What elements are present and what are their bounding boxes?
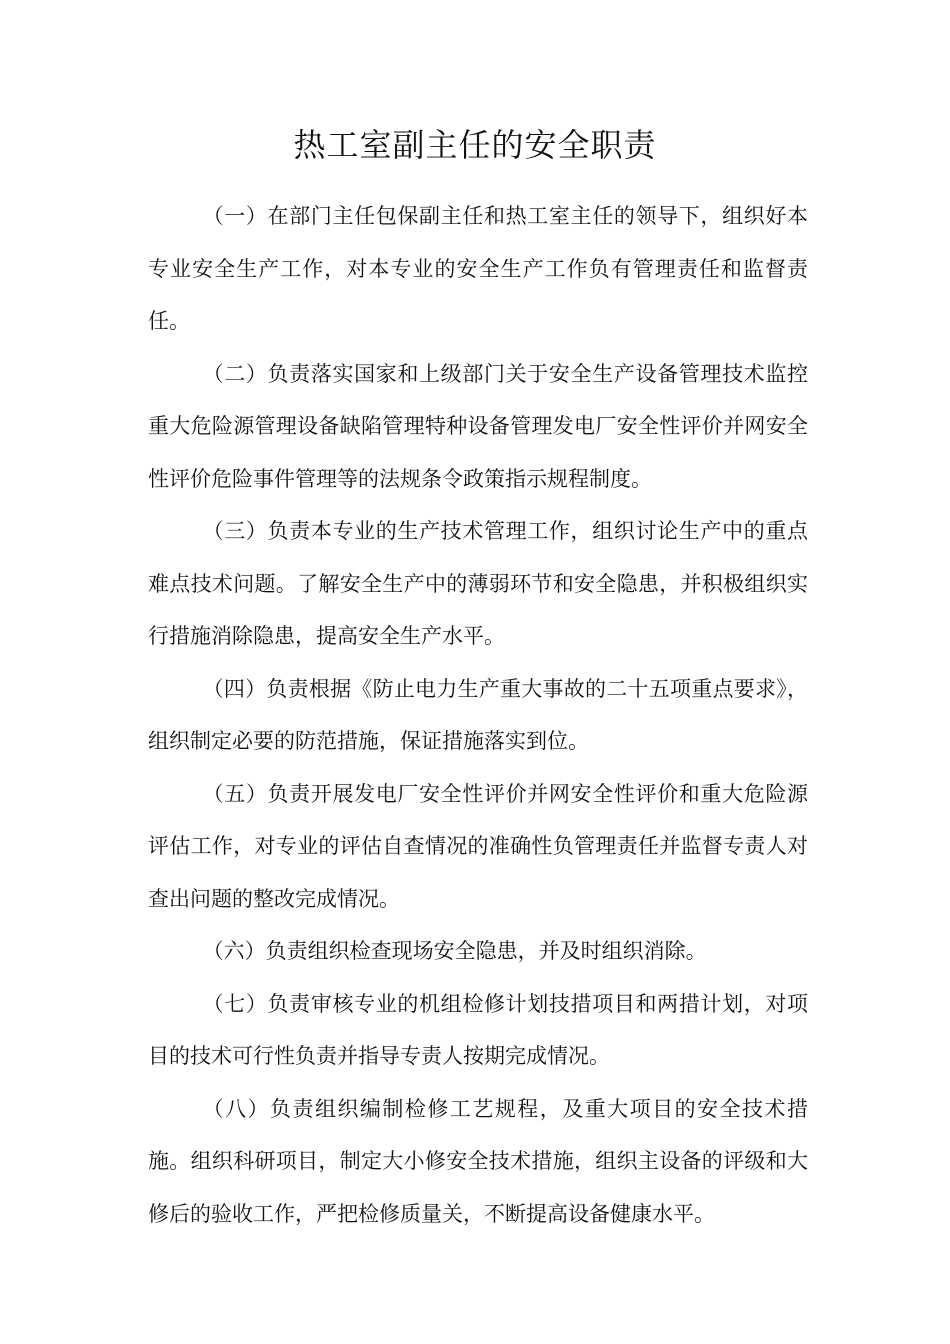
paragraph-8: （八）负责组织编制检修工艺规程，及重大项目的安全技术措施。组织科研项目，制定大小修安全技术措施，组织主设备的评级和大修后的验收工作，严把检修质量关，不断提高设备健康水平。 bbox=[148, 1096, 808, 1226]
paragraph-6: （六）负责组织检查现场安全隐患，并及时组织消除。 bbox=[202, 939, 707, 963]
paragraph-7: （七）负责审核专业的机组检修计划技措项目和两措计划，对项目的技术可行性负责并指导专责人按期完成情况。 bbox=[148, 991, 808, 1068]
paragraph-5: （五）负责开展发电厂安全性评价并网安全性评价和重大危险源评估工作，对专业的评估自查情况的准确性负管理责任并监督专责人对查出问题的整改完成情况。 bbox=[148, 781, 808, 911]
document-body bbox=[148, 190, 808, 1240]
paragraph-3: （三）负责本专业的生产技术管理工作，组织讨论生产中的重点难点技术问题。了解安全生产中的薄弱环节和安全隐患，并积极组织实行措施消除隐患，提高安全生产水平。 bbox=[148, 519, 808, 648]
paragraph-2: （二）负责落实国家和上级部门关于安全生产设备管理技术监控重大危险源管理设备缺陷管理特种设备管理发电厂安全性评价并网安全性评价危险事件管理等的法规条令政策指示规程制度。 bbox=[148, 361, 808, 491]
paragraph-4: （四）负责根据《防止电力生产重大事故的二十五项重点要求》，组织制定必要的防范措施，保证措施落实到位。 bbox=[148, 676, 808, 753]
page-title: 热工室副主任的安全职责 bbox=[293, 126, 657, 164]
paragraph-1: （一）在部门主任包保副主任和热工室主任的领导下，组织好本专业安全生产工作，对本专业的安全生产工作负有管理责任和监督责任。 bbox=[148, 204, 808, 333]
